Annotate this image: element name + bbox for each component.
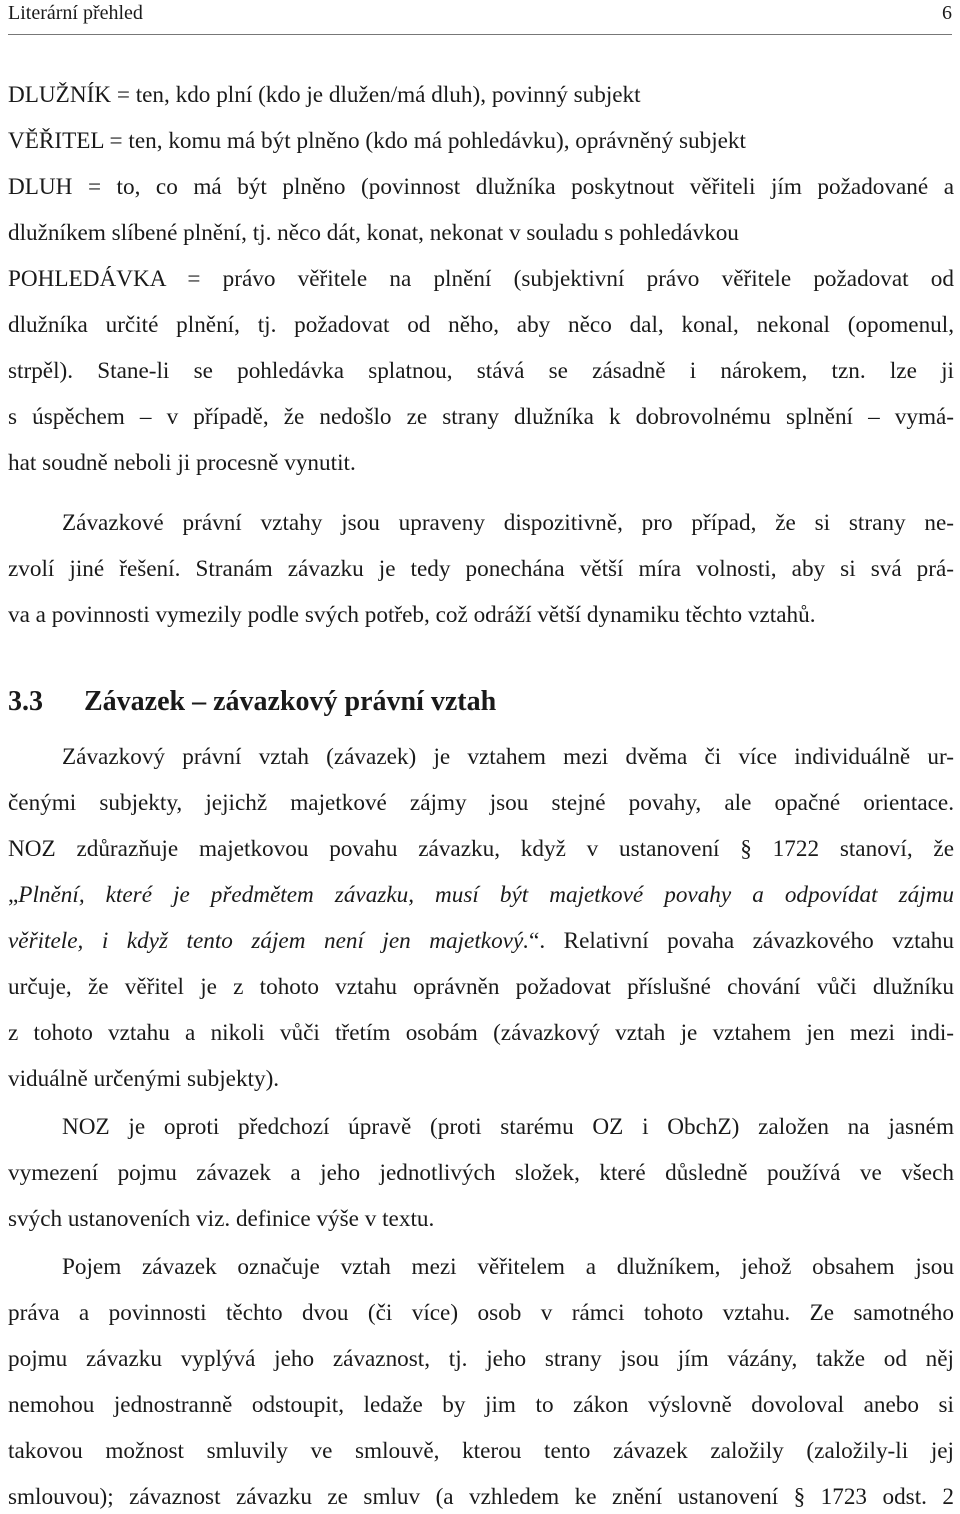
section-number: 3.3 [8,686,43,717]
text-line: hat soudně neboli ji procesně vynutit. [8,450,356,476]
text-run: “. Relativní povaha závazkového vztahu [529,928,954,954]
text-line: NOZ je oproti předchozí úpravě (proti starému OZ i ObchZ) založen na jasném [62,1114,954,1140]
text-line: DLUH = to, co má být plněno (povinnost dlužníka poskytnout věřiteli jím požadované a [8,174,954,200]
text-line: viduálně určenými subjekty). [8,1066,280,1092]
text-line: Pojem závazek označuje vztah mezi věřitelem a dlužníkem, jehož obsahem jsou [62,1254,954,1280]
quote-open: „ [8,882,19,908]
text-line: DLUŽNÍK = ten, kdo plní (kdo je dlužen/má dluh), povinný subjekt [8,82,641,108]
text-line: Závazkové právní vztahy jsou upraveny dispozitivně, pro případ, že si strany ne- [62,510,954,536]
text-line: va a povinnosti vymezily podle svých potřeb, což odráží větší dynamiku těchto vztahů. [8,602,816,628]
text-line: VĚŘITEL = ten, komu má být plněno (kdo má pohledávku), oprávněný subjekt [8,128,746,154]
text-line [8,928,954,958]
text-line: smlouvou); závaznost závazku ze smluv (a vzhledem ke znění ustanovení § 1723 odst. 2 [8,1484,954,1510]
text-line: vymezení pojmu závazek a jeho jednotlivých složek, které důsledně používá ve všech [8,1160,954,1186]
text-line: zvolí jiné řešení. Stranám závazku je tedy ponechána větší míra volnosti, aby si svá prá- [8,556,954,582]
running-header [8,0,952,35]
header-title: Literární přehled [8,2,143,24]
text-line: čenými subjekty, jejichž majetkové zájmy jsou stejné povahy, ale opačné orientace. [8,790,954,816]
text-line: práva a povinnosti těchto dvou (či více) osob v rámci tohoto vztahu. Ze samotného [8,1300,954,1326]
section-title: Závazek – závazkový právní vztah [84,686,497,717]
text-line: z tohoto vztahu a nikoli vůči třetím osobám (závazkový vztah je vztahem jen mezi indi- [8,1020,954,1046]
text-line: nemohou jednostranně odstoupit, ledaže by jim to zákon výslovně dovoloval anebo si [8,1392,954,1418]
section-heading [8,686,954,718]
text-line: svých ustanoveních viz. definice výše v textu. [8,1206,435,1232]
text-line: dlužníkem slíbené plnění, tj. něco dát, konat, nekonat v souladu s pohledávkou [8,220,739,246]
text-line: takovou možnost smluvily ve smlouvě, kterou tento závazek založily (založily-li jej [8,1438,954,1464]
text-line: pojmu závazku vyplývá jeho závaznost, tj. jeho strany jsou jím vázány, takže od něj [8,1346,954,1372]
text-line: NOZ zdůrazňuje majetkovou povahu závazku, když v ustanovení § 1722 stanoví, že [8,836,954,862]
text-line: strpěl). Stane-li se pohledávka splatnou, stává se zásadně i nárokem, tzn. lze ji [8,358,954,384]
text-line: s úspěchem – v případě, že nedošlo ze strany dlužníka k dobrovolnému splnění – vymá- [8,404,954,430]
quote-text: věřitele, i když tento zájem není jen majetkový. [8,928,530,954]
text-line: dlužníka určité plnění, tj. požadovat od něho, aby něco dal, konal, nekonal (opomenul, [8,312,954,338]
quote-text: Plnění, které je předmětem závazku, musí být majetkové povahy a odpovídat zájmu [18,882,954,908]
page-number: 6 [942,2,952,24]
text-line: určuje, že věřitel je z tohoto vztahu oprávněn požadovat příslušné chování vůči dlužníku [8,974,954,1000]
text-line: POHLEDÁVKA = právo věřitele na plnění (subjektivní právo věřitele požadovat od [8,266,954,292]
text-line [8,882,954,912]
text-line: Závazkový právní vztah (závazek) je vztahem mezi dvěma či více individuálně ur- [62,744,954,770]
